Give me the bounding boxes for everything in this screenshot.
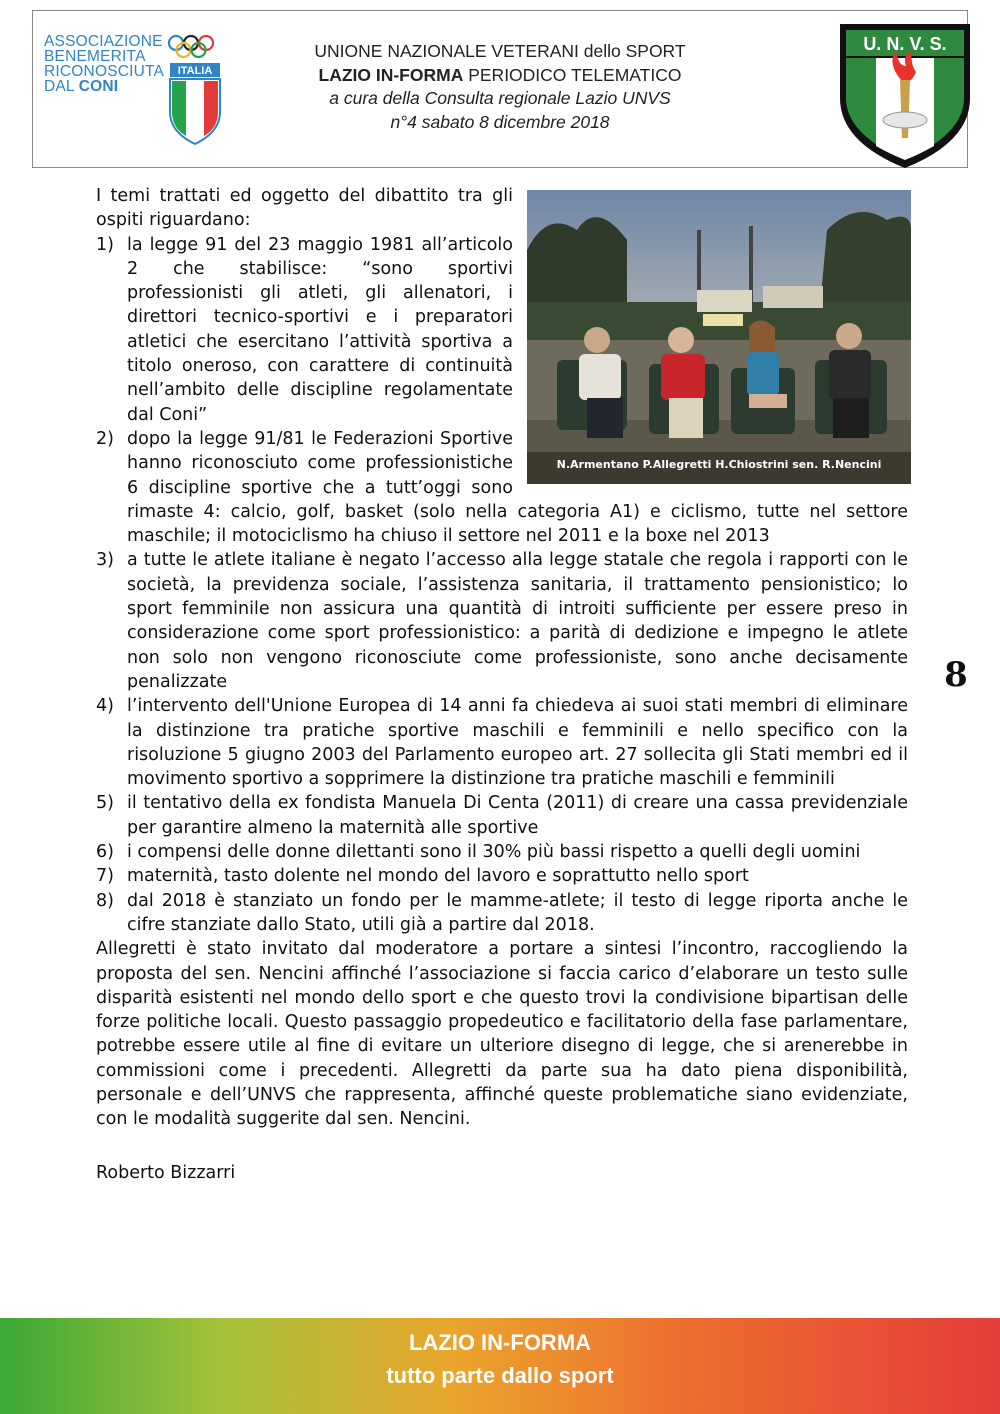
topics-list	[96, 233, 908, 938]
footer-slogan: tutto parte dallo sport	[386, 1363, 614, 1388]
union-name: UNIONE NAZIONALE VETERANI dello SPORT	[314, 41, 686, 61]
svg-text:U. N. V. S.: U. N. V. S.	[863, 34, 947, 54]
page-number: 8	[944, 655, 968, 695]
list-item: 2) dopo la legge 91/81 le Federazioni Sportive hanno riconosciuto come professionistiche 6 discipline sportive che a tutt’oggi sono rimaste 4: calcio, golf, basket (solo nella categoria A1) e ciclismo, tutte nel settore maschile; il motociclismo ha chiuso il settore nel 2011 e la boxe nel 2013	[96, 428, 908, 547]
photo-caption: N.Armentano P.Allegretti H.Chiostrini sen. R.Nencini	[556, 458, 882, 471]
closing-paragraph: Allegretti è stato invitato dal moderatore a portare a sintesi l’incontro, raccogliendo la proposta del sen. Nencini affinché l’associazione si faccia carico d’elaborare un testo sulle disparità esistenti nel mondo dello sport e che questo trovi la condivisione bipartisan delle forze politiche locali. Questo passaggio propedeutico e facilitatorio della fase parlamentare, potrebbe essere utile al fine di evitare un ulteriore disegno di legge, che si arenerebbe in commissioni come i precedenti. Allegretti da parte sua ha dato piena disponibilità, personale e dell’UNVS che rappresenta, affinché queste problematiche siano evidenziate, con le modalità suggerite dal sen. Nencini.	[96, 939, 908, 1130]
author-signature: Roberto Bizzarri	[96, 1162, 236, 1183]
article-body	[96, 184, 908, 1185]
issue-line: n°4 sabato 8 dicembre 2018	[390, 111, 610, 132]
unvs-shield-logo	[836, 20, 974, 170]
editor-line: a cura della Consulta regionale Lazio UNVS	[329, 88, 671, 108]
list-item: 1) la legge 91 del 23 maggio 1981 all’articolo 2 che stabilisce: “sono sportivi professionisti gli atleti, gli allenatori, i direttori tecnico-sportivi e i preparatori atletici che esercitano l’attività sportiva a titolo oneroso, con carattere di continuità nell’ambito delle discipline regolamentate dal Coni”	[96, 234, 513, 425]
olympic-rings-shield-icon	[166, 34, 230, 146]
coni-logo-line2: BENEMERITA	[44, 48, 146, 65]
coni-logo-line1: ASSOCIAZIONE	[44, 33, 163, 50]
masthead-text	[250, 40, 750, 134]
coni-logo-line3: RICONOSCIUTA	[44, 63, 165, 80]
article-intro: I temi trattati ed oggetto del dibattito tra gli ospiti riguardano:	[96, 186, 513, 231]
list-item: 7) maternità, tasto dolente nel mondo del lavoro e soprattutto nello sport	[96, 866, 749, 887]
svg-text:ITALIA: ITALIA	[177, 65, 213, 77]
list-item: 6) i compensi delle donne dilettanti sono il 30% più bassi rispetto a quelli degli uomini	[96, 842, 861, 863]
list-item: 4) l’intervento dell'Unione Europea di 14 anni fa chiedeva ai suoi stati membri di eliminare la distinzione tra pratiche sportive maschili e femminili e nello specifico con la risoluzione 5 giugno 2003 del Parlamento europeo art. 27 sollecita gli Stati membri ed il movimento sportivo a sopprimere la distinzione tra pratiche maschili e femminili	[96, 696, 908, 790]
list-item: 8) dal 2018 è stanziato un fondo per le mamme-atlete; il testo di legge riporta anche le cifre stanziate dallo Stato, utili già a partire dal 2018.	[96, 890, 908, 935]
footer-title: LAZIO IN-FORMA	[408, 1330, 592, 1355]
list-item: 3) a tutte le atlete italiane è negato l’accesso alla legge statale che regola i rapporti con le società, la previdenza sociale, l’assistenza sanitaria, il trattamento pensionistico; lo sport femminile non assicura una quantità di introiti sufficiente per essere preso in considerazione come sport professionistico: a parità di dedizione e impegno le atlete non solo non vengono riconosciute come professioniste, sono anche decisamente penalizzate	[96, 550, 908, 692]
list-item: 5) il tentativo della ex fondista Manuela Di Centa (2011) di creare una cassa previdenziale per garantire almeno la maternità alle sportive	[96, 793, 908, 838]
coni-logo	[44, 34, 230, 146]
footer-banner	[0, 1318, 1000, 1414]
coni-logo-line4: DAL CONI	[44, 78, 119, 95]
periodical-title: LAZIO IN-FORMA PERIODICO TELEMATICO	[318, 64, 682, 85]
